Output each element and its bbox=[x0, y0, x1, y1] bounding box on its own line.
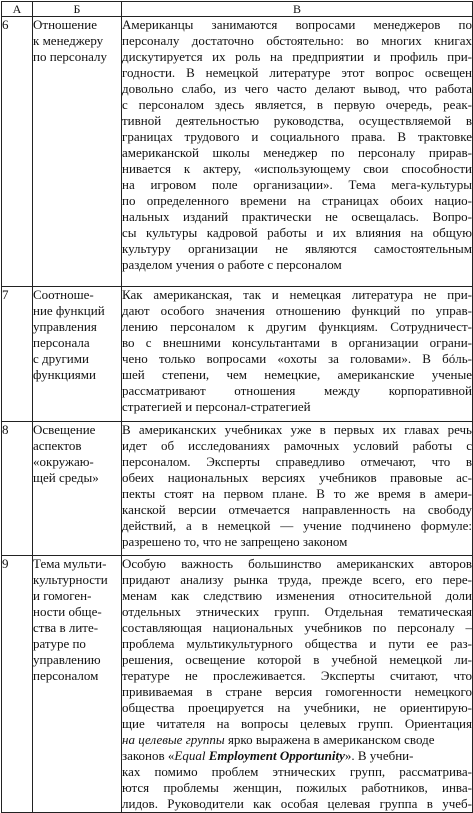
row-topic bbox=[33, 422, 122, 556]
row-topic bbox=[33, 17, 122, 287]
text-line: Американцы занимаются вопросами менеджеров по bbox=[122, 17, 472, 32]
text-line: лидов. Руководители как особая целевая группа в учеб- bbox=[122, 796, 472, 811]
topic-line: по персоналу bbox=[33, 49, 108, 64]
text-line: стратегией и персонал-стратегией bbox=[122, 399, 311, 414]
topic-line: культурности bbox=[33, 572, 108, 587]
topic-line: «окружаю- bbox=[33, 454, 94, 469]
row-description bbox=[122, 422, 473, 556]
topic-line: персонала bbox=[33, 335, 90, 350]
text-line: канской версии отмечается направленность на свободу bbox=[122, 502, 472, 517]
topic-line: ние функций bbox=[33, 303, 105, 318]
row-description bbox=[122, 287, 473, 422]
text-line-law bbox=[122, 748, 472, 764]
text-line: щие читателя на вопросы целевых групп. Ориентация bbox=[122, 716, 472, 731]
text-line: решения, освещение которой в учебной немецкой ли- bbox=[122, 652, 472, 667]
topic-line: Освещение bbox=[33, 422, 96, 437]
row-topic bbox=[33, 287, 122, 422]
text-line: с персоналом здесь является, в первую очередь, реак- bbox=[122, 97, 472, 112]
text-line: дискутируется их роль на предприятии и профиль при- bbox=[122, 49, 472, 64]
topic-line: управления bbox=[33, 319, 97, 334]
text-line: Особую важность большинство американских авторов bbox=[122, 556, 472, 571]
text-line: проблема мультикультурного общества и пути ее раз- bbox=[122, 636, 472, 651]
text-line: лению персоналом к другим функциям. Сотрудничест- bbox=[122, 319, 472, 334]
topic-line: к менеджеру bbox=[33, 33, 104, 48]
text-line: идет об исследованиях рамочных условий работы с bbox=[122, 438, 472, 453]
row-number: 9 bbox=[2, 556, 33, 813]
text-line: тературе не прослеживается. Эксперты считают, что bbox=[122, 668, 472, 683]
text-line: ках помимо проблем этнических групп, рассматрива- bbox=[122, 764, 472, 779]
plain-phrase: законов « bbox=[122, 748, 175, 763]
text-line: нальных изданий практически не освещалась. Вопро- bbox=[122, 209, 472, 224]
topic-line: щей среды» bbox=[33, 470, 99, 485]
text-line: персоналу достаточно обстоятельно: во многих книгах bbox=[122, 33, 472, 48]
table-row bbox=[2, 287, 473, 422]
topic-line: и гомоген- bbox=[33, 588, 92, 603]
text-line: сы культуры кадровой работы и их влияния на общую bbox=[122, 225, 472, 240]
text-line: разделом учения о работе с персоналом bbox=[122, 257, 342, 272]
text-line-italic bbox=[122, 732, 472, 748]
row-description bbox=[122, 556, 473, 813]
plain-phrase: ярко выражена в американском своде bbox=[224, 732, 435, 747]
text-line: культуру организации не являются самостоятельным bbox=[122, 241, 472, 256]
text-line: границах трудового и социального права. В трактовке bbox=[122, 129, 472, 144]
table-row bbox=[2, 17, 473, 287]
table-header-row bbox=[2, 2, 473, 17]
column-header-a: А bbox=[2, 2, 33, 17]
text-line: тивной деятельностью руководства, осуществляемой в bbox=[122, 113, 472, 128]
topic-line: ности обще- bbox=[33, 604, 102, 619]
text-line: американской школы менеджер по персоналу прирав- bbox=[122, 145, 472, 160]
bold-italic-phrase: Employment Opportunity bbox=[208, 748, 345, 763]
text-line: отдельных этнических групп. Отдельная тематическая bbox=[122, 604, 472, 619]
plain-phrase: ». В учебни- bbox=[344, 748, 414, 763]
table-row bbox=[2, 556, 473, 813]
column-header-b: Б bbox=[33, 2, 122, 17]
text-line: общества проецируется на учебники, не ориентирую- bbox=[122, 700, 472, 715]
text-line: персоналом. Эксперты справедливо отмечают, что в bbox=[122, 454, 472, 469]
text-line: действий, а в немецкой — учение подчинено формуле: bbox=[122, 518, 472, 533]
row-number: 8 bbox=[2, 422, 33, 556]
topic-line: ратуре по bbox=[33, 636, 86, 651]
text-line: рассматривают отношения между корпоративной bbox=[122, 383, 472, 398]
text-line: нивается к актеру, «использующему свои способности bbox=[122, 161, 472, 176]
comparison-table bbox=[1, 1, 473, 813]
topic-line: персоналом bbox=[33, 668, 99, 683]
row-number: 7 bbox=[2, 287, 33, 422]
text-line: разрешено то, что не запрещено законом bbox=[122, 534, 348, 549]
topic-line: с другими bbox=[33, 351, 89, 366]
topic-line: управлению bbox=[33, 652, 101, 667]
topic-line: функциями bbox=[33, 367, 96, 382]
text-line: во с внешними консультантами в организации ограни- bbox=[122, 335, 472, 350]
topic-line: аспектов bbox=[33, 438, 82, 453]
text-line: пекты стоят на первом плане. В то же время в амери- bbox=[122, 486, 472, 501]
text-line: прививаемая в стране версия гомогенности немецкого bbox=[122, 684, 472, 699]
text-line: ются проблемы женщин, пожилых работников, инва- bbox=[122, 780, 472, 795]
topic-line: Соотноше- bbox=[33, 287, 94, 302]
topic-line: Отношение bbox=[33, 17, 97, 32]
text-line: составляющая национальных учебников по персоналу – bbox=[122, 620, 472, 635]
text-line: на игровом поле организации». Тема мега-культуры bbox=[122, 177, 472, 192]
text-line: по определенного времени на страницах обоих нацио- bbox=[122, 193, 472, 208]
row-topic bbox=[33, 556, 122, 813]
topic-line: Тема мульти- bbox=[33, 556, 107, 571]
text-line: годности. В немецкой литературе этот вопрос освещен bbox=[122, 65, 472, 80]
text-line: обеих национальных версиях учебников правовые ас- bbox=[122, 470, 472, 485]
text-line: придают анализу рынка труда, прежде всего, его пере- bbox=[122, 572, 472, 587]
italic-phrase: на целевые группы bbox=[122, 732, 225, 747]
text-line: менам как следствию изменения относительной доли bbox=[122, 588, 472, 603]
text-line: дают особого значения отношению функций по управ- bbox=[122, 303, 472, 318]
text-line: Как американская, так и немецкая литература не при- bbox=[122, 287, 472, 302]
topic-line: ства в лите- bbox=[33, 620, 99, 635]
text-line: довольно слабо, из чего часто делают вывод, что работа bbox=[122, 81, 472, 96]
row-number: 6 bbox=[2, 17, 33, 287]
text-line: шей степени, чем немецкие, американские ученые bbox=[122, 367, 472, 382]
table-row bbox=[2, 422, 473, 556]
text-line: чено только вопросами «охоты за головами». В бóль- bbox=[122, 351, 472, 366]
text-line: В американских учебниках уже в первых их главах речь bbox=[122, 422, 472, 437]
italic-phrase: Equal bbox=[174, 748, 209, 763]
column-header-c: В bbox=[122, 2, 473, 17]
row-description bbox=[122, 17, 473, 287]
